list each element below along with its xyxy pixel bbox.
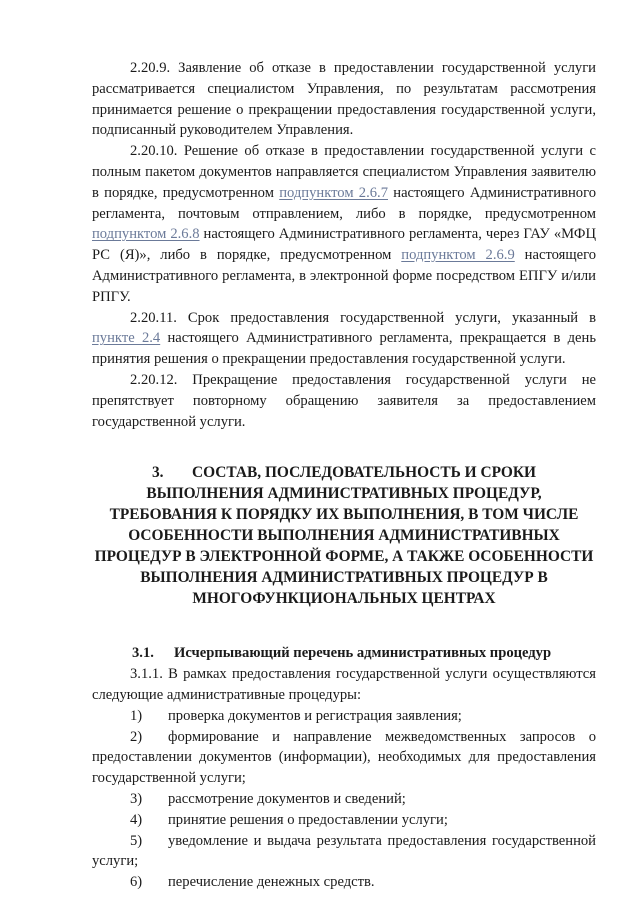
list-item-number: 6) <box>130 874 143 891</box>
list-item <box>92 706 596 727</box>
link-subparagraph-2-6-9[interactable]: подпунктом 2.6.9 <box>401 247 515 264</box>
list-item-number: 5) <box>130 832 143 849</box>
text-segment: настоящего Административного регламента, в электронной форме посредством ЕПГУ и/или РПГУ. <box>92 247 596 305</box>
paragraph-3-1-1: 3.1.1. В рамках предоставления государственной услуги осуществляются следующие административные процедуры: <box>92 666 596 703</box>
link-subparagraph-2-6-8[interactable]: подпунктом 2.6.8 <box>92 226 200 243</box>
subsection-title: Исчерпывающий перечень административных процедур <box>174 645 552 662</box>
list-item-number: 1) <box>130 707 143 724</box>
paragraph-2-20-9: 2.20.9. Заявление об отказе в предоставлении государственной услуги рассматривается специалистом Управления, по результатам рассмотрения принимается решение о прекращении предоставления государственной услуги, подписанный руководителем Управления. <box>92 60 596 139</box>
list-item-number: 4) <box>130 811 143 828</box>
document-page <box>92 58 596 893</box>
list-item-text: принятие решения о предоставлении услуги; <box>168 811 448 828</box>
list-item <box>92 872 596 893</box>
link-subparagraph-2-6-7[interactable]: подпунктом 2.6.7 <box>279 184 388 201</box>
list-item-number: 3) <box>130 790 143 807</box>
list-item-text: уведомление и выдача результата предоставления государственной услуги; <box>92 832 596 870</box>
list-item-text: формирование и направление межведомственных запросов о предоставлении документов (информации), необходимых для предоставления государственной услуги; <box>92 728 596 787</box>
text-segment: настоящего Административного регламента, через ГАУ «МФЦ РС (Я)», либо в порядке, предусмотренном <box>92 226 596 264</box>
subsection-number: 3.1. <box>132 645 154 662</box>
list-item-text: перечисление денежных средств. <box>168 874 375 891</box>
list-item <box>92 810 596 831</box>
list-item-text: рассмотрение документов и сведений; <box>168 790 406 807</box>
paragraph-2-20-10 <box>92 141 596 307</box>
subsection-3-1-heading <box>92 643 596 664</box>
text-segment: настоящего Административного регламента, прекращается в день принятия решения о прекращении предоставления государственной услуги. <box>92 330 597 368</box>
list-item <box>92 831 596 873</box>
section-number: 3. <box>151 464 164 482</box>
text-segment: 2.20.10. Решение об отказе в предоставлении государственной услуги с полным пакетом документов направляется специалистом Управления заявителю в порядке, предусмотренном <box>92 143 596 201</box>
section-3-heading <box>92 462 596 609</box>
list-item <box>92 727 596 789</box>
text-segment: 2.20.11. Срок предоставления государственной услуги, указанный в <box>130 309 596 326</box>
link-point-2-4[interactable]: пункте 2.4 <box>92 330 161 347</box>
paragraph-2-20-12: 2.20.12. Прекращение предоставления государственной услуги не препятствует повторному обращению заявителя за предоставлением государственной услуги. <box>92 371 596 430</box>
text-segment: настоящего Административного регламента, почтовым отправлением, либо в порядке, предусмотренном <box>92 184 596 222</box>
section-title: СОСТАВ, ПОСЛЕДОВАТЕЛЬНОСТЬ И СРОКИ ВЫПОЛНЕНИЯ АДМИНИСТРАТИВНЫХ ПРОЦЕДУР, ТРЕБОВАНИЯ К ПОРЯДКУ ИХ ВЫПОЛНЕНИЯ, В ТОМ ЧИСЛЕ ОСОБЕННОСТИ ВЫПОЛНЕНИЯ АДМИНИСТРАТИВНЫХ ПРОЦЕДУР В ЭЛЕКТРОННОЙ ФОРМЕ, А ТАКЖЕ ОСОБЕННОСТИ ВЫПОЛНЕНИЯ АДМИНИСТРАТИВНЫХ ПРОЦЕДУР В МНОГОФУНКЦИОНАЛЬНЫХ ЦЕНТРАХ <box>94 464 594 608</box>
list-item-text: проверка документов и регистрация заявления; <box>168 707 462 724</box>
list-item <box>92 789 596 810</box>
list-item-number: 2) <box>130 728 143 745</box>
paragraph-2-20-11 <box>92 308 596 370</box>
